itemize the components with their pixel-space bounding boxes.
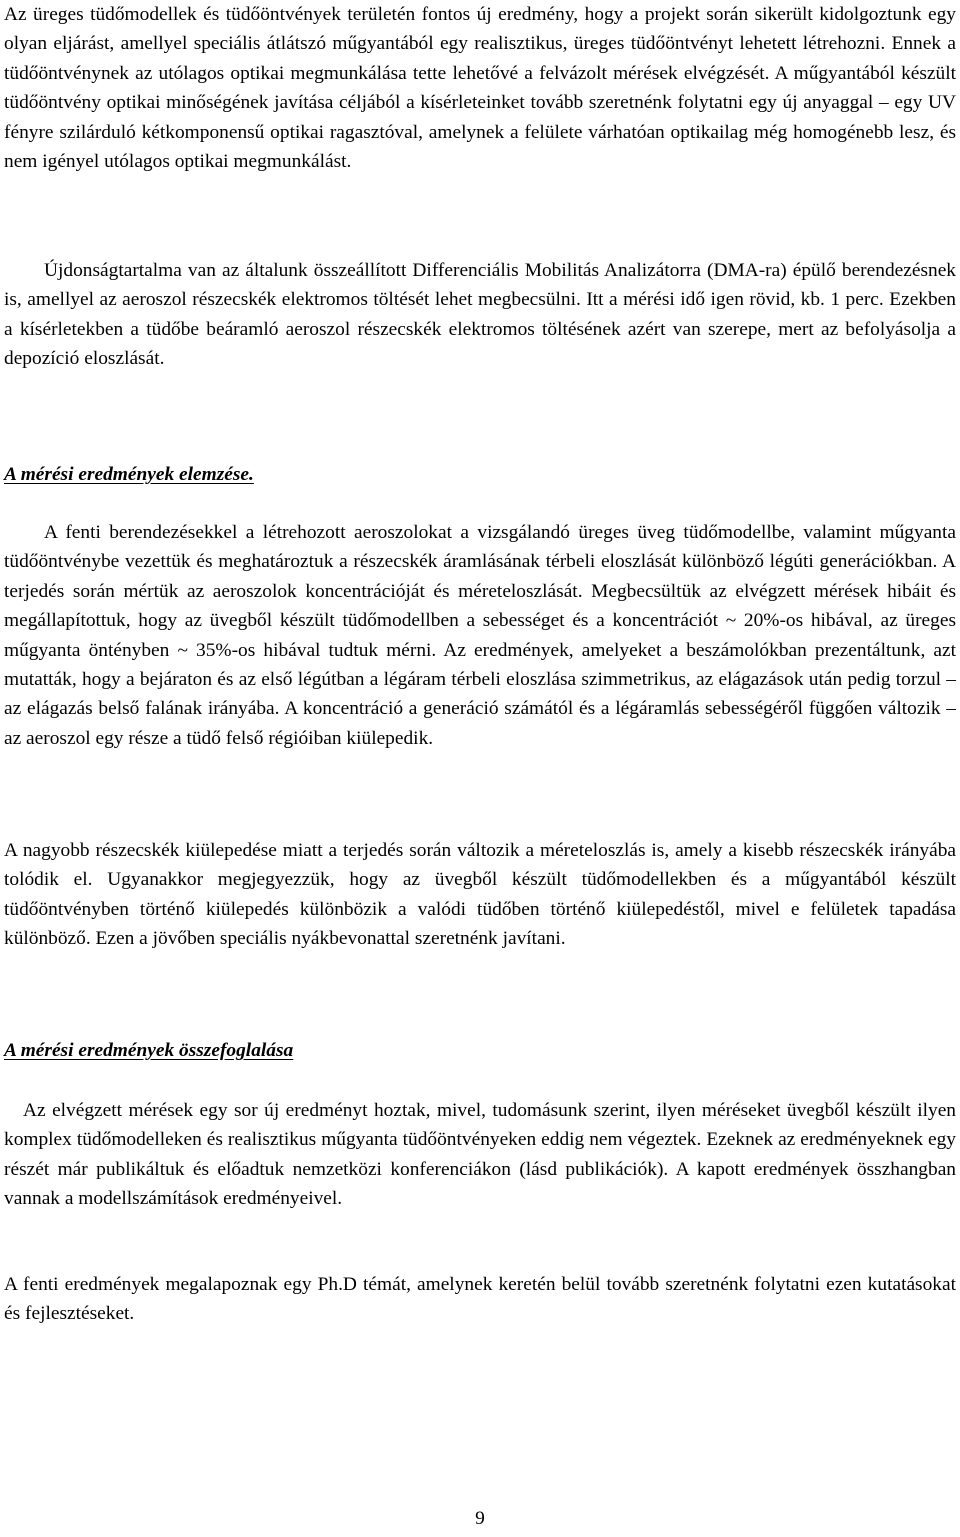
paragraph-measurement-analysis: A fenti berendezésekkel a létrehozott aeroszolokat a vizsgálandó üreges üveg tüdőmodellbe, valamint műgyanta tüdőöntvénybe vezettük és meghatároztuk a részecskék áramlásának térbeli eloszlását különböző légúti generációkban. A terjedés során mértük az aeroszolok koncentrációját és méreteloszlását. Megbecsültük az elvégzett mérések hibáit és megállapítottuk, hogy az üvegből készült tüdőmodellben a sebességet és a koncentrációt ~ 20%-os hibával, az üreges műgyanta öntényben ~ 35%-os hibával tudtuk mérni. Az eredmények, amelyeket a beszámolókban prezentáltunk, azt mutatták, hogy a bejáraton és az első légútban a légáram térbeli eloszlása szimmetrikus, az elágazások után pedig torzul – az elágazás belső falának irányába. A koncentráció a generáció számától és a légáramlás sebességéről függően változik – az aeroszol egy része a tüdő felső régióiban kiülepedik. (4, 522, 956, 749)
heading-results-analysis: A mérési eredmények elemzése. (4, 464, 254, 485)
paragraph-dma-novelty: Újdonságtartalma van az általunk összeállított Differenciális Mobilitás Analizátorra (DMA-ra) épülő berendezésnek is, amellyel az aeroszol részecskék elektromos töltését lehet megbecsülni. Itt a mérési idő igen rövid, kb. 1 perc. Ezekben a kísérletekben a tüdőbe beáramló aeroszol részecskék elektromos töltésének azért van szerepe, mert az befolyásolja a depozíció eloszlását. (4, 260, 956, 370)
paragraph-lung-cast-results: Az üreges tüdőmodellek és tüdőöntvények területén fontos új eredmény, hogy a projekt során sikerült kidolgoztunk egy olyan eljárást, amellyel speciális átlátszó műgyantából egy realisztikus, üreges tüdőöntvényt lehetett létrehozni. Ennek a tüdőöntvénynek az utólagos optikai megmunkálása tette lehetővé a felvázolt mérések elvégzését. A műgyantából készült tüdőöntvény optikai minőségének javítása céljából a kísérleteinket tovább szeretnénk folytatni egy új anyaggal – egy UV fényre szilárduló kétkomponensű optikai ragasztóval, amelynek a felülete várhatóan optikailag még homogénebb lesz, és nem igényel utólagos optikai megmunkálást. (4, 4, 956, 173)
paragraph-summary: Az elvégzett mérések egy sor új eredményt hoztak, mivel, tudomásunk szerint, ilyen méréseket üvegből készült ilyen komplex tüdőmodelleken és realisztikus műgyanta tüdőöntvényeken eddig nem végeztek. Ezeknek az eredményeknek egy részét már publikáltuk és előadtuk nemzetközi konferenciákon (lásd publikációk). A kapott eredmények összhangban vannak a modellszámítások eredményeivel. (4, 1100, 956, 1210)
heading-results-summary: A mérési eredmények összefoglalása (4, 1040, 294, 1061)
page-number: 9 (475, 1508, 485, 1529)
paragraph-phd-topic: A fenti eredmények megalapoznak egy Ph.D témát, amelynek keretén belül tovább szeretnénk folytatni ezen kutatásokat és fejlesztéseket. (4, 1274, 956, 1325)
paragraph-deposition-notes: A nagyobb részecskék kiülepedése miatt a terjedés során változik a méreteloszlás is, amely a kisebb részecskék irányába tolódik el. Ugyanakkor megjegyezzük, hogy az üvegből készült tüdőmodellekben és a műgyantából készült tüdőöntvényben történő kiülepedés különbözik a valódi tüdőben történő kiülepedéstől, mivel e felületek tapadása különböző. Ezen a jövőben speciális nyákbevonattal szeretnénk javítani. (4, 840, 956, 950)
